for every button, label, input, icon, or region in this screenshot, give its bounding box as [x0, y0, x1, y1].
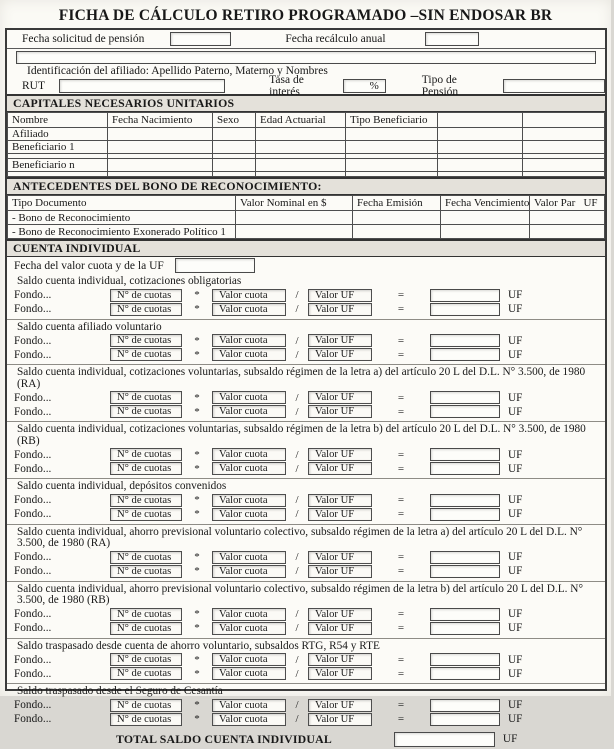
valor-cuota-field[interactable]: Valor cuota	[212, 303, 286, 316]
multiply-sign: *	[194, 391, 200, 404]
valor-cuota-field[interactable]: Valor cuota	[212, 653, 286, 666]
multiply-sign: *	[194, 508, 200, 520]
top-date-row	[7, 30, 605, 49]
divide-sign: /	[295, 289, 299, 301]
row-bono-reconocimiento-label: - Bono de Reconocimiento	[8, 211, 236, 225]
table-cell[interactable]	[438, 141, 523, 154]
valor-cuota-field[interactable]: Valor cuota	[212, 551, 286, 564]
result-uf-input[interactable]	[430, 391, 500, 404]
multiply-sign: *	[194, 667, 200, 680]
fondo-row	[9, 462, 601, 475]
fondo-row	[9, 334, 601, 347]
divide-sign: /	[295, 391, 299, 404]
table-cell[interactable]	[441, 225, 530, 239]
table-cell[interactable]	[523, 141, 605, 154]
row-beneficiario-1-label: Beneficiario 1	[8, 141, 108, 154]
valor-uf-field[interactable]: Valor UF	[308, 303, 372, 316]
n-de-cuotas-field[interactable]: N° de cuotas	[110, 289, 182, 302]
valor-uf-field[interactable]: Valor UF	[308, 508, 372, 521]
saldo-group	[7, 683, 605, 729]
tasa-interes-label: Tasa de interés	[269, 74, 304, 98]
uf-unit-label: UF	[508, 713, 523, 725]
fondo-label: Fondo...	[14, 622, 52, 634]
saldo-group-label: Saldo cuenta individual, cotizaciones voluntarias, subsaldo régimen de la letra a) del artículo 20 L del D.L. N° 3.500, de 1980 (RA)	[17, 366, 586, 390]
total-saldo-input[interactable]	[394, 732, 495, 747]
multiply-sign: *	[194, 448, 200, 461]
n-de-cuotas-field[interactable]: N° de cuotas	[110, 608, 182, 621]
equals-sign: =	[397, 405, 405, 418]
table-cell	[108, 172, 213, 177]
result-uf-input[interactable]	[430, 289, 500, 302]
uf-unit-label: UF	[508, 334, 523, 347]
table-row	[8, 128, 605, 141]
equals-sign: =	[397, 348, 405, 361]
multiply-sign: *	[194, 303, 200, 315]
col-valor-par-uf: Valor Par UF	[530, 196, 605, 211]
equals-sign: =	[397, 653, 405, 666]
fondo-row	[9, 348, 601, 361]
total-saldo-label: TOTAL SALDO CUENTA INDIVIDUAL	[116, 731, 332, 746]
table-cell[interactable]	[108, 159, 213, 172]
fecha-recalculo-label: Fecha recálculo anual	[285, 33, 386, 45]
divide-sign: /	[295, 551, 299, 563]
fondo-label: Fondo...	[14, 551, 52, 563]
multiply-sign: *	[194, 334, 200, 347]
rut-label: RUT	[22, 80, 45, 92]
fondo-label: Fondo...	[14, 462, 52, 475]
row-afiliado-label: Afiliado	[8, 128, 108, 141]
result-uf-input[interactable]	[430, 303, 500, 316]
multiply-sign: *	[194, 348, 200, 361]
form-outer-border	[5, 28, 607, 746]
n-de-cuotas-field[interactable]: N° de cuotas	[110, 348, 182, 361]
result-uf-input[interactable]	[430, 653, 500, 666]
multiply-sign: *	[194, 608, 200, 620]
n-de-cuotas-field[interactable]: N° de cuotas	[110, 448, 182, 461]
multiply-sign: *	[194, 462, 200, 475]
fondo-label: Fondo...	[14, 494, 52, 506]
table-cell[interactable]	[523, 128, 605, 141]
percent-sign: %	[369, 80, 379, 92]
table-cell[interactable]	[346, 128, 438, 141]
divide-sign: /	[295, 448, 299, 461]
n-de-cuotas-field[interactable]: N° de cuotas	[110, 699, 182, 712]
fondo-label: Fondo...	[14, 289, 52, 301]
valor-uf-field[interactable]: Valor UF	[308, 653, 372, 666]
result-uf-input[interactable]	[430, 713, 500, 726]
uf-unit-label: UF	[508, 699, 523, 711]
table-cell[interactable]	[523, 159, 605, 172]
table-cell[interactable]	[236, 211, 353, 225]
table-cell[interactable]	[256, 141, 346, 154]
table-cell[interactable]	[108, 141, 213, 154]
fondo-label: Fondo...	[14, 508, 52, 520]
saldo-groups-container	[7, 274, 605, 729]
table-cell[interactable]	[353, 211, 441, 225]
valor-uf-field[interactable]: Valor UF	[308, 334, 372, 347]
fondo-row	[9, 508, 601, 521]
valor-uf-field[interactable]: Valor UF	[308, 713, 372, 726]
n-de-cuotas-field[interactable]: N° de cuotas	[110, 391, 182, 404]
bono-section-header: ANTECEDENTES DEL BONO DE RECONOCIMIENTO:	[7, 177, 605, 195]
col-valor-nominal: Valor Nominal en $	[236, 196, 353, 211]
divide-sign: /	[295, 494, 299, 506]
table-cell[interactable]	[438, 159, 523, 172]
uf-unit-label: UF	[508, 494, 523, 506]
equals-sign: =	[397, 622, 405, 634]
saldo-group	[7, 524, 605, 581]
uf-unit-label: UF	[508, 565, 523, 577]
uf-unit-label: UF	[508, 508, 523, 520]
fecha-recalculo-input[interactable]	[425, 32, 479, 46]
saldo-group	[7, 274, 605, 319]
equals-sign: =	[397, 494, 405, 506]
multiply-sign: *	[194, 494, 200, 506]
table-cell	[523, 172, 605, 177]
divide-sign: /	[295, 508, 299, 520]
valor-uf-field[interactable]: Valor UF	[308, 699, 372, 712]
row-beneficiario-n-label: Beneficiario n	[8, 159, 108, 172]
saldo-group	[7, 478, 605, 524]
equals-sign: =	[397, 565, 405, 577]
fondo-row	[9, 667, 601, 680]
col-edad-actuarial: Edad Actuarial	[256, 113, 346, 128]
multiply-sign: *	[194, 289, 200, 301]
valor-uf-field[interactable]: Valor UF	[308, 405, 372, 418]
table-cell[interactable]	[530, 211, 605, 225]
spacer-cell	[8, 172, 108, 177]
tipo-pension-input[interactable]	[503, 79, 605, 93]
multiply-sign: *	[194, 405, 200, 418]
saldo-group	[7, 638, 605, 684]
col-extra-2	[523, 113, 605, 128]
table-cell	[213, 172, 256, 177]
n-de-cuotas-field[interactable]: N° de cuotas	[110, 713, 182, 726]
divide-sign: /	[295, 622, 299, 634]
fecha-valor-input[interactable]	[175, 258, 255, 273]
col-sexo: Sexo	[213, 113, 256, 128]
result-uf-input[interactable]	[430, 405, 500, 418]
bono-table	[7, 195, 605, 239]
result-uf-input[interactable]	[430, 494, 500, 507]
table-cell[interactable]	[441, 211, 530, 225]
valor-uf-field[interactable]: Valor UF	[308, 608, 372, 621]
uf-unit-label: UF	[508, 448, 523, 461]
capitales-table	[7, 112, 605, 177]
fondo-row	[9, 551, 601, 564]
uf-unit-label: UF	[508, 348, 523, 361]
col-extra-1	[438, 113, 523, 128]
fondo-row	[9, 622, 601, 635]
tipo-pension-label: Tipo de Pensión	[421, 74, 459, 98]
cuenta-section-header: CUENTA INDIVIDUAL	[7, 239, 605, 257]
col-fecha-vencimiento: Fecha Vencimiento	[441, 196, 530, 211]
valor-cuota-field[interactable]: Valor cuota	[212, 508, 286, 521]
valor-cuota-field[interactable]: Valor cuota	[212, 565, 286, 578]
col-nombre: Nombre	[8, 113, 108, 128]
fecha-solicitud-label: Fecha solicitud de pensión	[22, 33, 145, 45]
n-de-cuotas-field[interactable]: N° de cuotas	[110, 405, 182, 418]
table-row	[8, 141, 605, 154]
divide-sign: /	[295, 653, 299, 666]
col-fecha-nacimiento: Fecha Nacimiento	[108, 113, 213, 128]
fondo-label: Fondo...	[14, 334, 52, 347]
valor-cuota-field[interactable]: Valor cuota	[212, 391, 286, 404]
uf-unit-label: UF	[502, 733, 518, 745]
total-row	[7, 730, 605, 749]
valor-cuota-field[interactable]: Valor cuota	[212, 289, 286, 302]
divide-sign: /	[295, 405, 299, 418]
divide-sign: /	[295, 713, 299, 725]
divide-sign: /	[295, 699, 299, 711]
table-cell[interactable]	[346, 159, 438, 172]
valor-uf-field[interactable]: Valor UF	[308, 289, 372, 302]
col-fecha-emision: Fecha Emisión	[353, 196, 441, 211]
divide-sign: /	[295, 608, 299, 620]
multiply-sign: *	[194, 622, 200, 634]
uf-unit-label: UF	[508, 289, 523, 301]
uf-unit-label: UF	[508, 667, 523, 680]
fondo-row	[9, 608, 601, 621]
col-tipo-beneficiario: Tipo Beneficiario	[346, 113, 438, 128]
result-uf-input[interactable]	[430, 462, 500, 475]
row-bono-exonerado-label: - Bono de Reconocimiento Exonerado Político 1	[8, 225, 236, 239]
fecha-valor-label: Fecha del valor cuota y de la UF	[14, 259, 164, 272]
multiply-sign: *	[194, 699, 200, 711]
valor-uf-field[interactable]: Valor UF	[308, 667, 372, 680]
valor-cuota-field[interactable]: Valor cuota	[212, 699, 286, 712]
n-de-cuotas-field[interactable]: N° de cuotas	[110, 565, 182, 578]
table-row	[8, 211, 605, 225]
fondo-row	[9, 448, 601, 461]
saldo-group-label: Saldo cuenta individual, cotizaciones obligatorias	[17, 275, 242, 287]
fondo-label: Fondo...	[14, 348, 52, 361]
valor-uf-field[interactable]: Valor UF	[308, 348, 372, 361]
fondo-label: Fondo...	[14, 565, 52, 577]
divide-sign: /	[295, 334, 299, 347]
fondo-label: Fondo...	[14, 667, 52, 680]
saldo-group-label: Saldo cuenta afiliado voluntario	[17, 320, 162, 333]
multiply-sign: *	[194, 551, 200, 563]
fondo-label: Fondo...	[14, 448, 52, 461]
valor-uf-field[interactable]: Valor UF	[308, 551, 372, 564]
equals-sign: =	[397, 699, 405, 711]
valor-cuota-field[interactable]: Valor cuota	[212, 622, 286, 635]
fondo-label: Fondo...	[14, 405, 52, 418]
multiply-sign: *	[194, 565, 200, 577]
result-uf-input[interactable]	[430, 608, 500, 621]
fondo-label: Fondo...	[14, 391, 52, 404]
capitales-header-row	[8, 113, 605, 128]
table-cell	[438, 172, 523, 177]
n-de-cuotas-field[interactable]: N° de cuotas	[110, 667, 182, 680]
fecha-valor-row	[7, 257, 605, 274]
uf-unit-label: UF	[508, 303, 523, 315]
saldo-group-label: Saldo cuenta individual, ahorro previsional voluntario colectivo, subsaldo régimen de la letra a) del artículo 20 L del D.L. N° 3.500, de 1980 (RA)	[17, 525, 583, 549]
table-cell	[346, 172, 438, 177]
uf-unit-label: UF	[508, 622, 523, 634]
n-de-cuotas-field[interactable]: N° de cuotas	[110, 508, 182, 521]
table-cell[interactable]	[108, 128, 213, 141]
divide-sign: /	[295, 303, 299, 315]
n-de-cuotas-field[interactable]: N° de cuotas	[110, 551, 182, 564]
equals-sign: =	[397, 334, 405, 347]
table-cell[interactable]	[236, 225, 353, 239]
rut-input[interactable]	[59, 79, 225, 93]
identificacion-input[interactable]	[16, 51, 596, 64]
equals-sign: =	[397, 289, 405, 301]
valor-cuota-field[interactable]: Valor cuota	[212, 334, 286, 347]
equals-sign: =	[397, 391, 405, 404]
fondo-label: Fondo...	[14, 699, 52, 711]
uf-unit-label: UF	[508, 405, 523, 418]
fondo-label: Fondo...	[14, 608, 52, 620]
saldo-group-label: Saldo cuenta individual, ahorro previsional voluntario colectivo, subsaldo régimen de la letra b) del artículo 20 L del D.L. N° 3.500, de 1980 (RB)	[17, 582, 583, 606]
table-cell	[256, 172, 346, 177]
table-cell[interactable]	[353, 225, 441, 239]
equals-sign: =	[397, 448, 405, 461]
result-uf-input[interactable]	[430, 667, 500, 680]
fondo-label: Fondo...	[14, 713, 52, 725]
valor-cuota-field[interactable]: Valor cuota	[212, 405, 286, 418]
table-cell[interactable]	[256, 128, 346, 141]
equals-sign: =	[397, 508, 405, 520]
divide-sign: /	[295, 462, 299, 475]
fondo-row	[9, 391, 601, 404]
table-row	[8, 172, 605, 177]
result-uf-input[interactable]	[430, 448, 500, 461]
n-de-cuotas-field[interactable]: N° de cuotas	[110, 334, 182, 347]
fecha-solicitud-input[interactable]	[170, 32, 231, 46]
uf-unit-label: UF	[508, 462, 523, 475]
uf-unit-label: UF	[508, 551, 523, 563]
fondo-row	[9, 494, 601, 507]
table-row	[8, 159, 605, 172]
col-tipo-documento: Tipo Documento	[8, 196, 236, 211]
n-de-cuotas-field[interactable]: N° de cuotas	[110, 462, 182, 475]
saldo-group	[7, 421, 605, 478]
valor-cuota-field[interactable]: Valor cuota	[212, 462, 286, 475]
fondo-row	[9, 699, 601, 712]
fondo-row	[9, 653, 601, 666]
table-cell[interactable]	[213, 141, 256, 154]
valor-uf-field[interactable]: Valor UF	[308, 462, 372, 475]
equals-sign: =	[397, 608, 405, 620]
identificacion-label: Identificación del afiliado: Apellido Paterno, Materno y Nombres	[27, 65, 328, 77]
multiply-sign: *	[194, 653, 200, 666]
bono-header-row	[8, 196, 605, 211]
tasa-interes-input[interactable]	[343, 79, 386, 93]
equals-sign: =	[397, 551, 405, 563]
equals-sign: =	[397, 713, 405, 725]
equals-sign: =	[397, 303, 405, 315]
n-de-cuotas-field[interactable]: N° de cuotas	[110, 622, 182, 635]
fondo-row	[9, 289, 601, 302]
fondo-row	[9, 405, 601, 418]
result-uf-input[interactable]	[430, 348, 500, 361]
fondo-label: Fondo...	[14, 303, 52, 315]
valor-cuota-field[interactable]: Valor cuota	[212, 448, 286, 461]
result-uf-input[interactable]	[430, 508, 500, 521]
result-uf-input[interactable]	[430, 622, 500, 635]
equals-sign: =	[397, 667, 405, 680]
valor-cuota-field[interactable]: Valor cuota	[212, 667, 286, 680]
rut-row	[7, 74, 605, 98]
valor-cuota-field[interactable]: Valor cuota	[212, 348, 286, 361]
saldo-group	[7, 319, 605, 365]
result-uf-input[interactable]	[430, 699, 500, 712]
capitales-section-header: CAPITALES NECESARIOS UNITARIOS	[7, 94, 605, 112]
table-cell[interactable]	[346, 141, 438, 154]
divide-sign: /	[295, 667, 299, 680]
saldo-group-label: Saldo cuenta individual, depósitos convenidos	[17, 480, 227, 492]
table-cell[interactable]	[213, 128, 256, 141]
valor-uf-field[interactable]: Valor UF	[308, 391, 372, 404]
uf-unit-label: UF	[508, 653, 523, 666]
saldo-group	[7, 364, 605, 421]
fondo-row	[9, 713, 601, 726]
valor-uf-field[interactable]: Valor UF	[308, 622, 372, 635]
saldo-group-label: Saldo traspasado desde el Seguro de Cesantía	[17, 685, 223, 697]
valor-uf-field[interactable]: Valor UF	[308, 448, 372, 461]
table-cell[interactable]	[438, 128, 523, 141]
divide-sign: /	[295, 565, 299, 577]
n-de-cuotas-field[interactable]: N° de cuotas	[110, 303, 182, 316]
saldo-group-label: Saldo traspasado desde cuenta de ahorro voluntario, subsaldos RTG, R54 y RTE	[17, 639, 380, 652]
fondo-row	[9, 303, 601, 316]
valor-uf-field[interactable]: Valor UF	[308, 565, 372, 578]
multiply-sign: *	[194, 713, 200, 725]
n-de-cuotas-field[interactable]: N° de cuotas	[110, 494, 182, 507]
result-uf-input[interactable]	[430, 551, 500, 564]
form-title: FICHA DE CÁLCULO RETIRO PROGRAMADO –SIN ENDOSAR BR	[58, 7, 553, 24]
table-row	[8, 225, 605, 239]
valor-cuota-field[interactable]: Valor cuota	[212, 494, 286, 507]
n-de-cuotas-field[interactable]: N° de cuotas	[110, 653, 182, 666]
equals-sign: =	[397, 462, 405, 475]
fondo-row	[9, 565, 601, 578]
result-uf-input[interactable]	[430, 565, 500, 578]
saldo-group	[7, 581, 605, 638]
uf-unit-label: UF	[508, 391, 523, 404]
table-cell[interactable]	[213, 159, 256, 172]
fondo-label: Fondo...	[14, 653, 52, 666]
divide-sign: /	[295, 348, 299, 361]
valor-cuota-field[interactable]: Valor cuota	[212, 713, 286, 726]
valor-cuota-field[interactable]: Valor cuota	[212, 608, 286, 621]
table-cell[interactable]	[256, 159, 346, 172]
valor-uf-field[interactable]: Valor UF	[308, 494, 372, 507]
uf-unit-label: UF	[508, 608, 523, 620]
saldo-group-label: Saldo cuenta individual, cotizaciones voluntarias, subsaldo régimen de la letra b) del artículo 20 L del D.L. N° 3.500, de 1980 (RB)	[17, 423, 586, 447]
result-uf-input[interactable]	[430, 334, 500, 347]
table-cell[interactable]	[530, 225, 605, 239]
